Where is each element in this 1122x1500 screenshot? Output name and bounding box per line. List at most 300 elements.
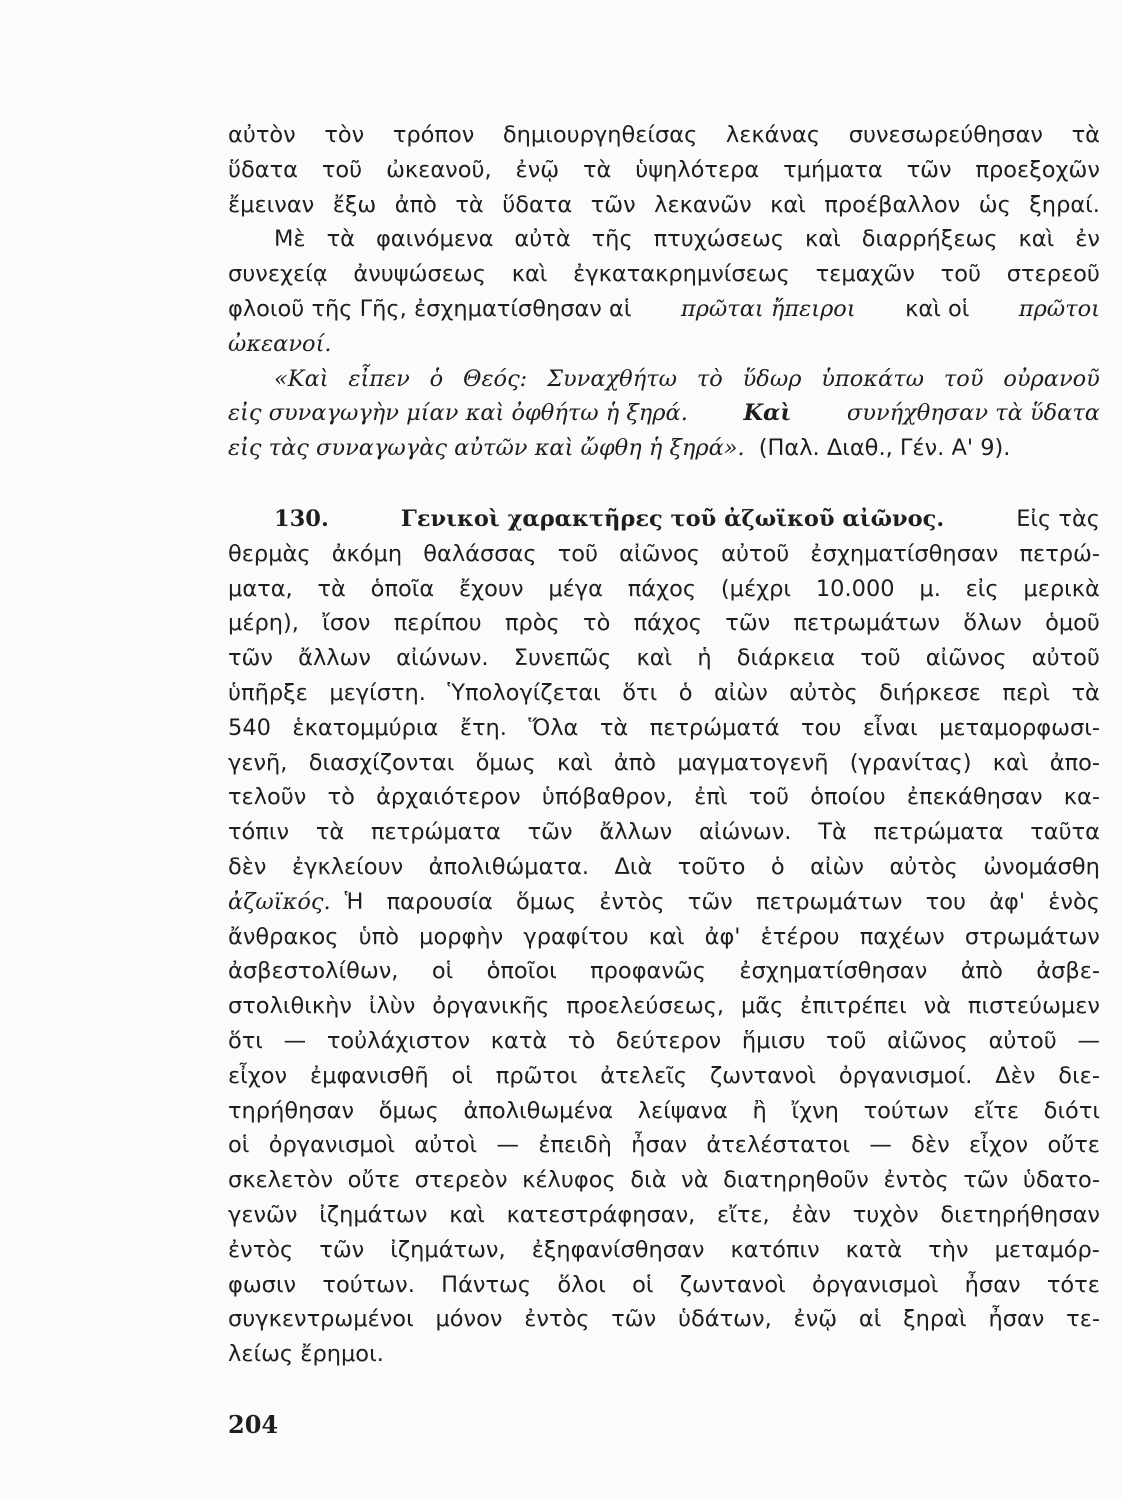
word: τῶν: [319, 1236, 365, 1263]
text-line: [228, 1094, 1100, 1129]
word: αἰῶνος: [619, 540, 700, 567]
word: ἀπολιθωμένα: [463, 1097, 614, 1124]
word: δημιουργηθείσας: [502, 122, 698, 148]
word: τὸ: [567, 1027, 596, 1054]
word: διαρρήξεως: [861, 226, 998, 253]
word: ὁμοῦ: [1045, 610, 1100, 637]
word: ματα,: [228, 575, 293, 602]
word: πετρωμάτων: [755, 888, 903, 915]
word: 10.000: [815, 575, 895, 602]
word: τὰ: [1071, 122, 1100, 148]
word: ἐντὸς: [883, 1167, 949, 1194]
word: προφανῶς: [590, 958, 706, 985]
quote-segment: εἰς τὰς συναγωγὰς αὐτῶν καὶ ὤφθη ἡ ξηρά».: [228, 435, 745, 462]
word: τῶν: [527, 819, 573, 846]
word: ἀτελέστατοι: [706, 1132, 851, 1159]
word: τοῦ: [826, 1027, 867, 1054]
word: πάχος: [627, 575, 697, 602]
word: στερεοῦ: [1006, 261, 1100, 288]
quote-line: [228, 396, 1100, 431]
word: οὐρανοῦ: [1003, 365, 1100, 392]
word: τυχὸν: [852, 1201, 919, 1228]
text-line: [228, 815, 1100, 850]
word: ἐπιτρέπει: [800, 993, 907, 1020]
word: αὐτοὶ: [414, 1132, 478, 1159]
word: ὅλοι: [557, 1271, 606, 1298]
word: ἦσαν: [964, 1271, 1021, 1298]
word: καὶ: [805, 226, 841, 253]
word: Δὲν: [995, 1062, 1036, 1089]
word: ἡ: [697, 645, 712, 672]
word: ἥμισυ: [741, 1027, 806, 1054]
word: ξηραὶ: [903, 1306, 967, 1333]
word: καὶ: [449, 1201, 485, 1228]
word: του: [925, 888, 966, 915]
text-line: [228, 222, 1100, 257]
word: περίπου: [393, 610, 482, 637]
word: μέγα: [548, 575, 603, 602]
section-title: Γενικοὶ χαρακτῆρες τοῦ ἀζωϊκοῦ αἰῶνος.: [400, 505, 945, 532]
word: αἰὼν: [810, 853, 864, 880]
section-number: 130.: [274, 505, 329, 532]
word: καὶ: [992, 749, 1029, 776]
word: διασχίζονται: [308, 749, 455, 776]
word: του: [801, 714, 842, 741]
word: Τὰ: [818, 819, 847, 846]
word: εἰς: [965, 575, 999, 602]
word: Θεός:: [463, 365, 528, 392]
text-line: [228, 641, 1100, 676]
text-line: [228, 153, 1100, 188]
page-number: 204: [228, 1410, 279, 1439]
word: τεμαχῶν: [815, 261, 915, 288]
word: ἄλλων: [298, 645, 371, 672]
word: αὐτοῦ: [988, 1027, 1057, 1054]
text-line: [228, 118, 1100, 153]
word: μέρη),: [228, 610, 299, 637]
word: ὀργανισμοὶ: [812, 1271, 939, 1298]
italic-term: ὠκεανοί.: [228, 330, 332, 357]
word: νὰ: [681, 1167, 709, 1194]
quote-emphasis: Καὶ: [743, 400, 792, 427]
word: πρὸς: [504, 610, 560, 637]
word: σκελετὸν: [228, 1167, 334, 1194]
word: μόνον: [435, 1306, 503, 1333]
word: ἰζημάτων: [319, 1201, 428, 1228]
text-line: [228, 711, 1100, 746]
word: ὑποκάτω: [821, 365, 925, 392]
word: αὐτὸν: [228, 122, 296, 148]
word: ἐὰν: [791, 1201, 831, 1228]
word: τοῦ: [940, 261, 981, 288]
word: οἱ: [431, 958, 454, 985]
word: ἐπὶ: [694, 784, 728, 811]
word: μεγίστη.: [329, 679, 426, 706]
word: δὲν: [228, 853, 267, 880]
text-segment: καὶ οἱ: [905, 295, 970, 322]
word: ζωντανοὶ: [679, 1271, 786, 1298]
word: ἀπὸ: [613, 749, 657, 776]
word: ἰλὺν: [368, 993, 416, 1020]
word: ἐξηφανίσθησαν: [531, 1236, 705, 1263]
word: τοῦ: [860, 645, 901, 672]
word: (γρανίτας): [849, 749, 972, 776]
word: Διὰ: [614, 853, 653, 880]
word: «Καὶ: [274, 365, 329, 392]
word: γενῶν: [228, 1201, 298, 1228]
word: τῶν: [228, 645, 273, 672]
text-line: [228, 572, 1100, 607]
word: τὰ: [582, 156, 612, 183]
text-line: [228, 257, 1100, 292]
word: —: [869, 1132, 892, 1159]
text-segment: [345, 885, 1100, 920]
word: τῶν: [963, 1167, 1009, 1194]
word: ὠνομάσθη: [983, 853, 1100, 880]
word: κα-: [1063, 784, 1100, 811]
word: ἐνῷ: [515, 156, 560, 183]
word: ὅμως: [516, 888, 577, 915]
word: τοὐλάχιστον: [326, 1027, 471, 1054]
word: τὰ: [1071, 679, 1100, 706]
word: συνεχείᾳ: [228, 261, 328, 288]
word: ἐσχηματίσθησαν: [739, 958, 928, 985]
word: ἔτη.: [459, 714, 507, 741]
word: δὲν: [911, 1132, 950, 1159]
word: τοῦ: [321, 156, 363, 183]
word: προεξοχῶν: [975, 156, 1100, 183]
text-segment: Εἰς τὰς: [1016, 505, 1100, 532]
word: ἀπὸ: [960, 958, 1003, 985]
word: εἴτε,: [717, 1201, 770, 1228]
text-line: [228, 606, 1100, 641]
word: τοῦ: [748, 784, 790, 811]
word: τρόπον: [392, 122, 475, 148]
word: περὶ: [1002, 679, 1051, 706]
word: Συνεπῶς: [513, 645, 612, 672]
text-line: [228, 327, 1100, 362]
word: ὑπόβαθρον,: [541, 784, 673, 811]
word: ὠκεανοῦ,: [386, 156, 492, 183]
word: ἑνὸς: [1048, 888, 1100, 915]
word: μεταμορφωσι-: [939, 714, 1100, 741]
section-gap: [228, 466, 1100, 502]
word: ἀτελεῖς: [600, 1062, 688, 1089]
text-line: [228, 1198, 1100, 1233]
word: ἴσον: [322, 610, 371, 637]
word: οἱ: [451, 1062, 473, 1089]
word: ὁποίου: [810, 784, 886, 811]
word: ἐντὸς: [524, 1306, 590, 1333]
word: ἀπὸ: [394, 191, 437, 218]
word: ὁ: [429, 365, 444, 392]
word: ὁποῖα: [370, 575, 435, 602]
word: Πάντως: [441, 1271, 532, 1298]
word: οὔτε: [1047, 1132, 1100, 1159]
word: τῆς: [591, 226, 633, 253]
word: καὶ: [511, 261, 548, 288]
word: παρουσία: [386, 888, 493, 915]
text-line: [228, 1128, 1100, 1163]
word: ὅμως: [475, 749, 536, 776]
word: εἶπεν: [348, 365, 410, 392]
word: ὑπὸ: [358, 923, 400, 950]
word: τόπιν: [228, 819, 290, 846]
word: τὸ: [696, 365, 723, 392]
word: οἱ: [228, 1132, 250, 1159]
word: λεκάνας: [725, 122, 821, 148]
word: αὐτὸς: [889, 853, 958, 880]
word: τοῦτο: [677, 853, 746, 880]
word: πετρώματα: [873, 819, 1004, 846]
word: διάρκεια: [736, 645, 836, 672]
word: κατὰ: [490, 1027, 548, 1054]
word: τῶν: [611, 1306, 657, 1333]
word: εἶχον: [228, 1062, 288, 1089]
word: —: [496, 1132, 519, 1159]
word: πρῶτοι: [495, 1062, 578, 1089]
word: ἔξω: [332, 191, 377, 218]
word: κατεστράφησαν,: [506, 1201, 696, 1228]
word: τμήματα: [783, 156, 883, 183]
word: τὰ: [599, 714, 629, 741]
word: ἀρχαιότερον: [376, 784, 521, 811]
word: αὐτὰ: [514, 226, 571, 253]
word: τὰ: [455, 191, 484, 218]
word: ἐγκλείουν: [291, 853, 404, 880]
word: κατόπιν: [730, 1236, 820, 1263]
word: λείψανα: [637, 1097, 728, 1124]
word: πάχος: [633, 610, 702, 637]
word: καὶ: [636, 645, 673, 672]
word: αἰώνων.: [699, 819, 792, 846]
word: ὅλων: [963, 610, 1022, 637]
text-line: [228, 746, 1100, 781]
word: τῶν: [906, 156, 952, 183]
word: ἑτέρου: [760, 923, 840, 950]
word: τὰ: [315, 819, 345, 846]
word: ὅτι: [228, 1027, 263, 1054]
word: Ἡ: [344, 888, 364, 915]
word: τηρήθησαν: [228, 1097, 355, 1124]
word: αἰώνων.: [396, 645, 489, 672]
word: αὐτὸς: [789, 679, 858, 706]
word: ὀργανικῆς: [432, 993, 550, 1020]
word: τελοῦν: [228, 784, 307, 811]
word: οὔτε: [347, 1167, 401, 1194]
word: τε-: [1066, 1306, 1100, 1333]
word: ὕδωρ: [742, 365, 802, 392]
word: συγκεντρωμένοι: [228, 1306, 414, 1333]
text-segment: φλοιοῦ τῆς Γῆς, ἐσχηματίσθησαν αἱ: [228, 295, 632, 322]
word: αἰῶνος: [887, 1027, 968, 1054]
word: ἑκατομμύρια: [292, 714, 439, 741]
word: ἐντὸς: [599, 888, 665, 915]
word: ὁ: [770, 853, 785, 880]
word: τὴν: [928, 1236, 969, 1263]
word: φαινόμενα: [375, 226, 494, 253]
word: καὶ: [648, 923, 685, 950]
word: στρωμάτων: [964, 923, 1100, 950]
word: ἴχνη: [791, 1097, 839, 1124]
quote-segment: εἰς συναγωγὴν μίαν καὶ ὀφθήτω ἡ ξηρά.: [228, 400, 688, 427]
quote-segment: συνήχθησαν τὰ ὕδατα: [846, 400, 1100, 427]
word: τῶν: [725, 610, 771, 637]
word: τῶν: [687, 888, 733, 915]
word: πετρωμάτων: [793, 610, 941, 637]
word: τούτων.: [322, 1271, 415, 1298]
word: μεταμόρ-: [994, 1236, 1100, 1263]
quote-line: [228, 431, 1100, 466]
word: ὕδατα: [502, 191, 573, 218]
word: ὁποῖοι: [486, 958, 557, 985]
word: ἄλλων: [599, 819, 673, 846]
word: Μὲ: [274, 226, 306, 253]
word: πτυχώσεως: [653, 226, 785, 253]
word: Ὑπολογίζεται: [447, 679, 601, 706]
text-line: [228, 676, 1100, 711]
word: ἐπεκάθησαν: [906, 784, 1043, 811]
text-line: [228, 1059, 1100, 1094]
word: πιστεύωμεν: [967, 993, 1100, 1020]
word: Ὅλα: [528, 714, 579, 741]
word: ὕδατα: [228, 156, 298, 183]
word: κέλυφος: [522, 1167, 616, 1194]
word: διότι: [1043, 1097, 1100, 1124]
word: μᾶς: [740, 993, 784, 1020]
word: ἀκόμη: [331, 540, 403, 567]
word: ἰζημάτων,: [390, 1236, 506, 1263]
word: τοῦ: [557, 540, 599, 567]
word: ἀπολιθώματα.: [428, 853, 589, 880]
word: ἀσβεστολίθων,: [228, 958, 399, 985]
word: γενῆ,: [228, 749, 288, 776]
quote-line: [228, 362, 1100, 397]
word: προελεύσεως,: [566, 993, 725, 1020]
word: νὰ: [923, 993, 952, 1020]
text-line: [228, 1233, 1100, 1268]
word: ἀφ': [989, 888, 1026, 915]
word: ἐγκατακρημνίσεως: [573, 261, 790, 288]
word: ὑδάτων,: [678, 1306, 772, 1333]
text-line: [228, 850, 1100, 885]
word: διατηρηθοῦν: [723, 1167, 869, 1194]
word: ἦσαν: [631, 1132, 688, 1159]
text-line: [228, 920, 1100, 955]
word: ξηραί.: [1029, 191, 1100, 218]
word: ὅμως: [378, 1097, 439, 1124]
word: ἐνῷ: [793, 1306, 838, 1333]
word: ἐσχηματίσθησαν: [810, 540, 999, 567]
word: θερμὰς: [228, 540, 311, 567]
quote-citation: (Παλ. Διαθ., Γέν. Α' 9).: [758, 435, 1011, 462]
word: γραφίτου: [523, 923, 629, 950]
word: ἐμφανισθῆ: [310, 1062, 429, 1089]
word: —: [283, 1027, 307, 1054]
word: εἶχον: [969, 1132, 1029, 1159]
word: τὸν: [324, 122, 365, 148]
word: τὸ: [327, 784, 355, 811]
word: ὅτι: [622, 679, 658, 706]
word: ἀφ': [704, 923, 741, 950]
word: διήρκεσε: [879, 679, 981, 706]
word: τότε: [1046, 1271, 1100, 1298]
word: μερικὰ: [1023, 575, 1100, 602]
section-heading-line: [228, 502, 1100, 537]
word: πετρώ-: [1019, 540, 1100, 567]
text-line: [228, 292, 1100, 327]
word: ὀργανισμοὶ: [268, 1132, 396, 1159]
text-line: [228, 1024, 1100, 1059]
word: ὑδατο-: [1022, 1167, 1100, 1194]
word: αὐτοῦ: [721, 540, 790, 567]
word: ταῦτα: [1030, 819, 1100, 846]
italic-term: πρῶται ἤπειροι: [680, 295, 856, 322]
word: τὰ: [317, 575, 346, 602]
word: ὁ: [678, 679, 693, 706]
word: μαγματογενῆ: [677, 749, 829, 776]
word: πετρώματά: [649, 714, 780, 741]
text-line: λείως ἔρημοι.: [228, 1341, 384, 1368]
word: φωσιν: [228, 1271, 297, 1298]
word: διε-: [1058, 1062, 1100, 1089]
word: εἴτε: [973, 1097, 1020, 1124]
word: τοῦ: [943, 365, 984, 392]
word: διὰ: [630, 1167, 667, 1194]
text-line: [228, 537, 1100, 572]
word: καὶ: [556, 749, 593, 776]
word: ἦσαν: [988, 1306, 1045, 1333]
text-block: [228, 118, 1100, 1372]
word: θαλάσσας: [423, 540, 537, 567]
word: στολιθικὴν: [228, 993, 352, 1020]
word: ἐπειδὴ: [538, 1132, 612, 1159]
word: ἄνθρακος: [228, 923, 339, 950]
word: —: [1077, 1027, 1100, 1054]
text-line: [228, 1302, 1100, 1337]
text-line: [228, 989, 1100, 1024]
text-line: [228, 1163, 1100, 1198]
word: ἀνυψώσεως: [353, 261, 486, 288]
word: 540: [228, 714, 271, 741]
word: διετηρήθησαν: [940, 1201, 1100, 1228]
word: ἢ: [752, 1097, 767, 1124]
word: εἶναι: [862, 714, 918, 741]
word: τὰ: [326, 226, 355, 253]
word: καὶ: [1018, 226, 1055, 253]
word: αὐτοῦ: [1031, 645, 1100, 672]
word: ἀπο-: [1049, 749, 1100, 776]
word: αἰὼν: [713, 679, 768, 706]
word: δεύτερον: [615, 1027, 722, 1054]
text-line: [228, 780, 1100, 815]
word: μορφὴν: [419, 923, 504, 950]
word: τῶν: [590, 191, 636, 218]
text-line: [228, 188, 1100, 223]
word: ζωντανοὶ: [710, 1062, 817, 1089]
word: παχέων: [859, 923, 945, 950]
text-line: [228, 954, 1100, 989]
word: τούτων: [863, 1097, 949, 1124]
word: λεκανῶν: [654, 191, 752, 218]
word: ὑπῆρξε: [228, 679, 308, 706]
word: ἐν: [1075, 226, 1100, 253]
text-line: [228, 885, 1100, 920]
word: αἰῶνος: [925, 645, 1007, 672]
word: ἔμειναν: [228, 191, 315, 218]
word: πετρώματα: [370, 819, 501, 846]
word: καὶ: [770, 191, 806, 218]
